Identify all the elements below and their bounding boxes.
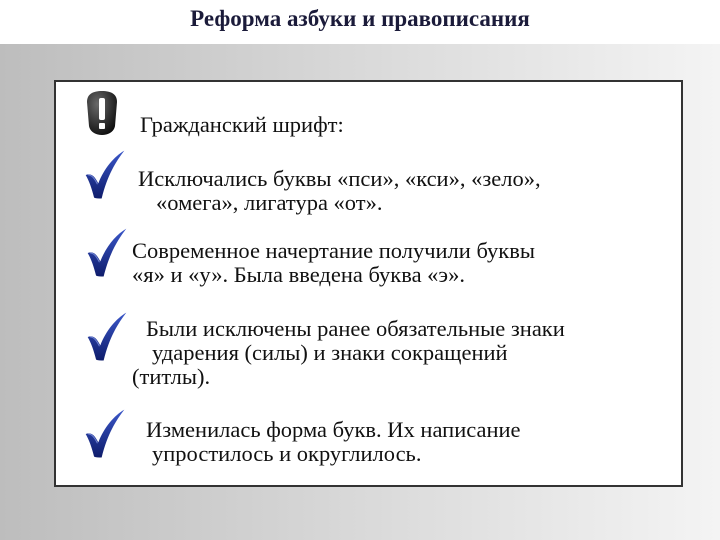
exclamation-icon [86, 90, 118, 136]
item-line: ударения (силы) и знаки сокращений [152, 340, 508, 365]
item-line: Изменилась форма букв. Их написание [146, 417, 521, 442]
slide-title: Реформа азбуки и правописания [190, 6, 530, 31]
checkmark-icon [86, 307, 128, 367]
item-line: (титлы). [132, 364, 211, 389]
list-item [138, 167, 541, 215]
item-line: Современное начертание получили буквы [132, 238, 535, 263]
list-item [146, 418, 521, 466]
item-line: «омега», лигатура «от». [156, 190, 383, 215]
item-line: Исключались буквы «пси», «кси», «зело», [138, 166, 541, 191]
list-item [132, 239, 535, 287]
list-item [132, 317, 565, 389]
title-bar [0, 0, 720, 44]
checkmark-icon [84, 145, 126, 205]
heading-text: Гражданский шрифт: [140, 112, 344, 137]
checkmark-icon [86, 223, 128, 283]
checkmark-icon [84, 404, 126, 464]
item-line: Были исключены ранее обязательные знаки [146, 316, 565, 341]
item-line: «я» и «у». Была введена буква «э». [132, 262, 465, 287]
content-card [54, 80, 683, 487]
item-line: упростилось и округлилось. [152, 441, 422, 466]
